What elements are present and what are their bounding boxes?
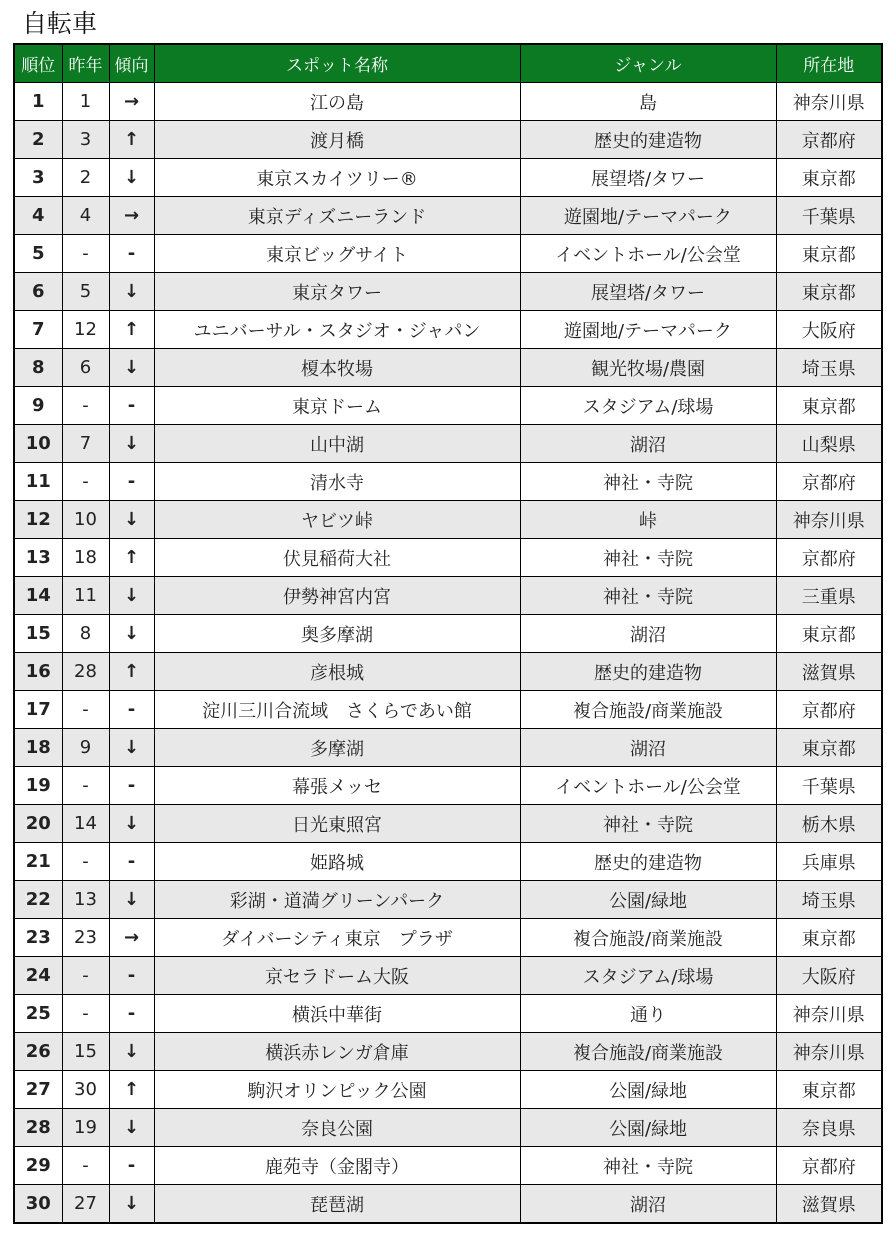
- rank-cell: 7: [14, 311, 62, 349]
- spot-name-cell: 伊勢神宮内宮: [154, 577, 520, 615]
- genre-cell: イベントホール/公会堂: [520, 235, 776, 273]
- rank-cell: 25: [14, 995, 62, 1033]
- trend-up-icon: ↑: [109, 121, 154, 159]
- trend-new-icon: -: [109, 767, 154, 805]
- location-cell: 山梨県: [776, 425, 882, 463]
- table-row: [14, 577, 882, 615]
- last-year-cell: -: [62, 1147, 109, 1185]
- spot-name-cell: 姫路城: [154, 843, 520, 881]
- genre-cell: 複合施設/商業施設: [520, 691, 776, 729]
- trend-same-icon: →: [109, 83, 154, 121]
- last-year-cell: -: [62, 691, 109, 729]
- location-cell: 東京都: [776, 919, 882, 957]
- genre-cell: 観光牧場/農園: [520, 349, 776, 387]
- genre-cell: 神社・寺院: [520, 463, 776, 501]
- last-year-cell: 2: [62, 159, 109, 197]
- genre-cell: 複合施設/商業施設: [520, 919, 776, 957]
- spot-name-cell: 幕張メッセ: [154, 767, 520, 805]
- genre-cell: 峠: [520, 501, 776, 539]
- last-year-cell: 23: [62, 919, 109, 957]
- table-row: [14, 1109, 882, 1147]
- trend-down-icon: ↓: [109, 159, 154, 197]
- trend-new-icon: -: [109, 843, 154, 881]
- rank-cell: 3: [14, 159, 62, 197]
- trend-down-icon: ↓: [109, 349, 154, 387]
- spot-name-cell: 淀川三川合流域 さくらであい館: [154, 691, 520, 729]
- location-cell: 埼玉県: [776, 349, 882, 387]
- last-year-cell: 19: [62, 1109, 109, 1147]
- rank-cell: 30: [14, 1185, 62, 1224]
- rank-cell: 11: [14, 463, 62, 501]
- spot-name-cell: ヤビツ峠: [154, 501, 520, 539]
- spot-name-cell: 多摩湖: [154, 729, 520, 767]
- last-year-cell: -: [62, 463, 109, 501]
- table-row: [14, 425, 882, 463]
- location-cell: 東京都: [776, 387, 882, 425]
- trend-down-icon: ↓: [109, 881, 154, 919]
- trend-down-icon: ↓: [109, 577, 154, 615]
- spot-name-cell: 清水寺: [154, 463, 520, 501]
- last-year-cell: -: [62, 767, 109, 805]
- trend-down-icon: ↓: [109, 615, 154, 653]
- table-row: [14, 843, 882, 881]
- table-row: [14, 349, 882, 387]
- trend-same-icon: →: [109, 197, 154, 235]
- location-cell: 栃木県: [776, 805, 882, 843]
- trend-down-icon: ↓: [109, 1185, 154, 1224]
- genre-cell: 神社・寺院: [520, 805, 776, 843]
- rank-cell: 18: [14, 729, 62, 767]
- last-year-cell: 13: [62, 881, 109, 919]
- genre-cell: 遊園地/テーマパーク: [520, 311, 776, 349]
- rank-cell: 13: [14, 539, 62, 577]
- table-row: [14, 1071, 882, 1109]
- rank-cell: 5: [14, 235, 62, 273]
- header-spot-name: スポット名称: [154, 44, 520, 83]
- last-year-cell: 3: [62, 121, 109, 159]
- location-cell: 神奈川県: [776, 995, 882, 1033]
- location-cell: 千葉県: [776, 767, 882, 805]
- trend-down-icon: ↓: [109, 273, 154, 311]
- spot-name-cell: 東京ドーム: [154, 387, 520, 425]
- trend-new-icon: -: [109, 691, 154, 729]
- spot-name-cell: 横浜赤レンガ倉庫: [154, 1033, 520, 1071]
- genre-cell: 湖沼: [520, 729, 776, 767]
- table-row: [14, 539, 882, 577]
- trend-down-icon: ↓: [109, 805, 154, 843]
- header-last-year: 昨年: [62, 44, 109, 83]
- spot-name-cell: 京セラドーム大阪: [154, 957, 520, 995]
- rank-cell: 8: [14, 349, 62, 387]
- table-row: [14, 653, 882, 691]
- genre-cell: 湖沼: [520, 1185, 776, 1224]
- spot-name-cell: 横浜中華街: [154, 995, 520, 1033]
- last-year-cell: 1: [62, 83, 109, 121]
- rank-cell: 20: [14, 805, 62, 843]
- last-year-cell: 28: [62, 653, 109, 691]
- genre-cell: 公園/緑地: [520, 881, 776, 919]
- genre-cell: 展望塔/タワー: [520, 159, 776, 197]
- genre-cell: 島: [520, 83, 776, 121]
- location-cell: 神奈川県: [776, 83, 882, 121]
- table-row: [14, 919, 882, 957]
- genre-cell: 歴史的建造物: [520, 843, 776, 881]
- rank-cell: 21: [14, 843, 62, 881]
- header-rank: 順位: [14, 44, 62, 83]
- spot-name-cell: 奈良公園: [154, 1109, 520, 1147]
- trend-down-icon: ↓: [109, 425, 154, 463]
- last-year-cell: 27: [62, 1185, 109, 1224]
- last-year-cell: 30: [62, 1071, 109, 1109]
- genre-cell: 遊園地/テーマパーク: [520, 197, 776, 235]
- trend-new-icon: -: [109, 235, 154, 273]
- trend-down-icon: ↓: [109, 501, 154, 539]
- location-cell: 滋賀県: [776, 653, 882, 691]
- last-year-cell: 5: [62, 273, 109, 311]
- genre-cell: 神社・寺院: [520, 539, 776, 577]
- last-year-cell: 11: [62, 577, 109, 615]
- last-year-cell: -: [62, 995, 109, 1033]
- table-row: [14, 501, 882, 539]
- page-title: 自転車: [22, 9, 98, 38]
- table-row: [14, 691, 882, 729]
- last-year-cell: 6: [62, 349, 109, 387]
- last-year-cell: -: [62, 957, 109, 995]
- trend-up-icon: ↑: [109, 1071, 154, 1109]
- spot-name-cell: 日光東照宮: [154, 805, 520, 843]
- table-row: [14, 729, 882, 767]
- last-year-cell: 4: [62, 197, 109, 235]
- ranking-table: [13, 43, 883, 1224]
- last-year-cell: 14: [62, 805, 109, 843]
- table-row: [14, 957, 882, 995]
- rank-cell: 16: [14, 653, 62, 691]
- last-year-cell: 10: [62, 501, 109, 539]
- trend-new-icon: -: [109, 387, 154, 425]
- location-cell: 神奈川県: [776, 501, 882, 539]
- location-cell: 大阪府: [776, 311, 882, 349]
- genre-cell: 歴史的建造物: [520, 653, 776, 691]
- spot-name-cell: 駒沢オリンピック公園: [154, 1071, 520, 1109]
- location-cell: 東京都: [776, 159, 882, 197]
- location-cell: 三重県: [776, 577, 882, 615]
- spot-name-cell: 東京ビッグサイト: [154, 235, 520, 273]
- trend-new-icon: -: [109, 957, 154, 995]
- rank-cell: 6: [14, 273, 62, 311]
- table-row: [14, 881, 882, 919]
- header-location: 所在地: [776, 44, 882, 83]
- table-body: [14, 83, 882, 1224]
- spot-name-cell: 琵琶湖: [154, 1185, 520, 1224]
- last-year-cell: -: [62, 235, 109, 273]
- trend-new-icon: -: [109, 1147, 154, 1185]
- table-row: [14, 995, 882, 1033]
- location-cell: 奈良県: [776, 1109, 882, 1147]
- spot-name-cell: ダイバーシティ東京 プラザ: [154, 919, 520, 957]
- rank-cell: 9: [14, 387, 62, 425]
- trend-up-icon: ↑: [109, 653, 154, 691]
- spot-name-cell: 渡月橋: [154, 121, 520, 159]
- rank-cell: 1: [14, 83, 62, 121]
- location-cell: 千葉県: [776, 197, 882, 235]
- location-cell: 東京都: [776, 729, 882, 767]
- location-cell: 京都府: [776, 463, 882, 501]
- rank-cell: 17: [14, 691, 62, 729]
- rank-cell: 4: [14, 197, 62, 235]
- table-row: [14, 1147, 882, 1185]
- rank-cell: 19: [14, 767, 62, 805]
- genre-cell: 神社・寺院: [520, 1147, 776, 1185]
- spot-name-cell: 伏見稲荷大社: [154, 539, 520, 577]
- table-row: [14, 235, 882, 273]
- last-year-cell: -: [62, 843, 109, 881]
- genre-cell: 湖沼: [520, 615, 776, 653]
- last-year-cell: 12: [62, 311, 109, 349]
- table-row: [14, 121, 882, 159]
- trend-down-icon: ↓: [109, 729, 154, 767]
- trend-down-icon: ↓: [109, 1109, 154, 1147]
- genre-cell: 公園/緑地: [520, 1109, 776, 1147]
- last-year-cell: 7: [62, 425, 109, 463]
- rank-cell: 23: [14, 919, 62, 957]
- location-cell: 埼玉県: [776, 881, 882, 919]
- trend-new-icon: -: [109, 463, 154, 501]
- location-cell: 京都府: [776, 691, 882, 729]
- table-row: [14, 1033, 882, 1071]
- spot-name-cell: 東京スカイツリー®: [154, 159, 520, 197]
- genre-cell: スタジアム/球場: [520, 387, 776, 425]
- header-trend: 傾向: [109, 44, 154, 83]
- table-row: [14, 767, 882, 805]
- location-cell: 京都府: [776, 121, 882, 159]
- last-year-cell: 18: [62, 539, 109, 577]
- spot-name-cell: ユニバーサル・スタジオ・ジャパン: [154, 311, 520, 349]
- location-cell: 東京都: [776, 273, 882, 311]
- rank-cell: 12: [14, 501, 62, 539]
- table-row: [14, 159, 882, 197]
- table-row: [14, 1185, 882, 1224]
- genre-cell: 歴史的建造物: [520, 121, 776, 159]
- location-cell: 東京都: [776, 615, 882, 653]
- location-cell: 東京都: [776, 1071, 882, 1109]
- rank-cell: 28: [14, 1109, 62, 1147]
- last-year-cell: 8: [62, 615, 109, 653]
- genre-cell: 複合施設/商業施設: [520, 1033, 776, 1071]
- spot-name-cell: 山中湖: [154, 425, 520, 463]
- trend-new-icon: -: [109, 995, 154, 1033]
- table-row: [14, 311, 882, 349]
- last-year-cell: 9: [62, 729, 109, 767]
- location-cell: 京都府: [776, 1147, 882, 1185]
- genre-cell: 湖沼: [520, 425, 776, 463]
- location-cell: 兵庫県: [776, 843, 882, 881]
- rank-cell: 2: [14, 121, 62, 159]
- spot-name-cell: 東京タワー: [154, 273, 520, 311]
- trend-same-icon: →: [109, 919, 154, 957]
- spot-name-cell: 彩湖・道満グリーンパーク: [154, 881, 520, 919]
- genre-cell: 公園/緑地: [520, 1071, 776, 1109]
- trend-up-icon: ↑: [109, 311, 154, 349]
- table-row: [14, 197, 882, 235]
- genre-cell: スタジアム/球場: [520, 957, 776, 995]
- trend-up-icon: ↑: [109, 539, 154, 577]
- last-year-cell: 15: [62, 1033, 109, 1071]
- spot-name-cell: 彦根城: [154, 653, 520, 691]
- location-cell: 神奈川県: [776, 1033, 882, 1071]
- trend-down-icon: ↓: [109, 1033, 154, 1071]
- spot-name-cell: 奥多摩湖: [154, 615, 520, 653]
- rank-cell: 27: [14, 1071, 62, 1109]
- location-cell: 滋賀県: [776, 1185, 882, 1224]
- table-row: [14, 387, 882, 425]
- spot-name-cell: 鹿苑寺（金閣寺）: [154, 1147, 520, 1185]
- table-header-row: [14, 44, 882, 83]
- rank-cell: 22: [14, 881, 62, 919]
- rank-cell: 24: [14, 957, 62, 995]
- rank-cell: 29: [14, 1147, 62, 1185]
- header-genre: ジャンル: [520, 44, 776, 83]
- rank-cell: 10: [14, 425, 62, 463]
- rank-cell: 14: [14, 577, 62, 615]
- rank-cell: 15: [14, 615, 62, 653]
- location-cell: 京都府: [776, 539, 882, 577]
- spot-name-cell: 江の島: [154, 83, 520, 121]
- table-row: [14, 463, 882, 501]
- table-row: [14, 615, 882, 653]
- last-year-cell: -: [62, 387, 109, 425]
- table-row: [14, 273, 882, 311]
- table-row: [14, 83, 882, 121]
- location-cell: 大阪府: [776, 957, 882, 995]
- genre-cell: 展望塔/タワー: [520, 273, 776, 311]
- spot-name-cell: 東京ディズニーランド: [154, 197, 520, 235]
- genre-cell: イベントホール/公会堂: [520, 767, 776, 805]
- rank-cell: 26: [14, 1033, 62, 1071]
- genre-cell: 通り: [520, 995, 776, 1033]
- location-cell: 東京都: [776, 235, 882, 273]
- genre-cell: 神社・寺院: [520, 577, 776, 615]
- spot-name-cell: 榎本牧場: [154, 349, 520, 387]
- table-row: [14, 805, 882, 843]
